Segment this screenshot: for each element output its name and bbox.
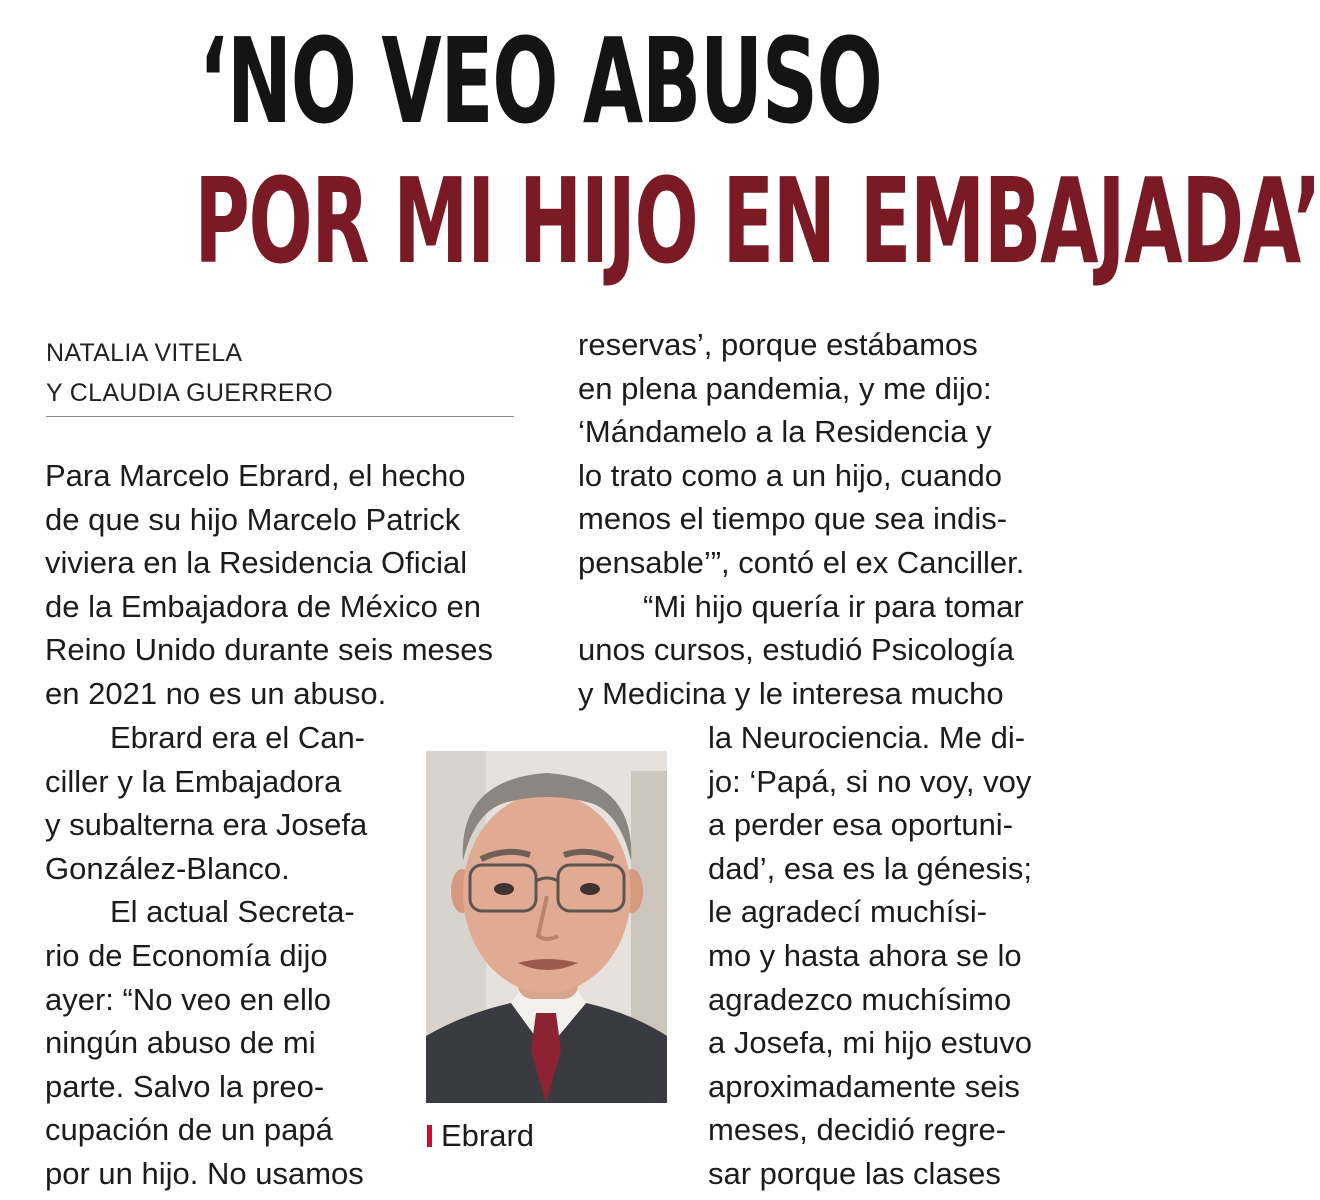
body-line: y subalterna era Josefa [45,807,368,843]
body-line: menos el tiempo que sea indis- [578,501,1008,537]
byline-author-2: Y CLAUDIA GUERRERO [46,379,333,407]
body-line: de la Embajadora de México en [45,588,481,624]
portrait-illustration [426,751,667,1103]
caption-marker [427,1125,432,1147]
body-line: lo trato como a un hijo, cuando [578,457,1002,493]
body-line: González-Blanco. [45,850,290,886]
body-line: meses, decidió regre- [708,1112,1007,1148]
photo-caption [427,1114,534,1158]
body-line: agradezco muchísimo [708,981,1012,1017]
body-line: la Neurociencia. Me di- [708,720,1026,755]
body-line: viviera en la Residencia Oficial [45,545,468,581]
headline-line-1: ‘NO VEO ABUSO [198,12,882,150]
body-line: aproximadamente seis [708,1068,1020,1104]
body-line: por un hijo. No usamos [45,1155,364,1191]
body-line: parte. Salvo la preo- [45,1068,325,1104]
body-line: reservas’, porque estábamos [578,327,978,362]
body-line: unos cursos, estudió Psicología [578,632,1014,668]
body-line: Reino Unido durante seis meses [45,632,494,668]
body-line: en plena pandemia, y me dijo: [578,370,992,406]
column-1-top [45,454,493,716]
byline-author-1: NATALIA VITELA [46,339,243,367]
body-line: Para Marcelo Ebrard, el hecho [45,458,466,493]
body-line: El actual Secreta- [110,894,355,930]
caption-text: Ebrard [441,1118,535,1153]
body-line: le agradecí muchísi- [708,894,988,930]
body-line: dad’, esa es la génesis; [708,850,1032,886]
body-line: ningún abuso de mi [45,1025,316,1061]
body-line: mo y hasta ahora se lo [708,937,1022,973]
body-line: en 2021 no es un abuso. [45,675,387,711]
body-line: Ebrard era el Can- [110,720,366,755]
column-2-top [578,323,1024,715]
body-line: “Mi hijo quería ir para tomar [643,588,1024,624]
byline [46,333,333,413]
body-line: ciller y la Embajadora [45,763,342,799]
column-1-wrap [45,716,367,1196]
body-line: a Josefa, mi hijo estuvo [708,1025,1032,1061]
body-line: de que su hijo Marcelo Patrick [45,501,461,537]
body-line: rio de Economía dijo [45,937,328,973]
portrait-photo [426,751,667,1103]
body-line: a perder esa oportuni- [708,807,1014,843]
body-line: sar porque las clases [708,1155,1001,1191]
headline-line-2: POR MI HIJO EN EMBAJADA’ [194,152,1320,290]
body-line: jo: ‘Papá, si no voy, voy [708,763,1032,799]
body-line: y Medicina y le interesa mucho [578,675,1004,711]
body-line: ‘Mándamelo a la Residencia y [578,414,992,450]
byline-divider [46,416,514,417]
body-line: cupación de un papá [45,1112,333,1148]
body-line: ayer: “No veo en ello [45,981,332,1017]
column-2-wrap [708,716,1032,1196]
body-line: pensable’”, contó el ex Canciller. [578,544,1025,580]
